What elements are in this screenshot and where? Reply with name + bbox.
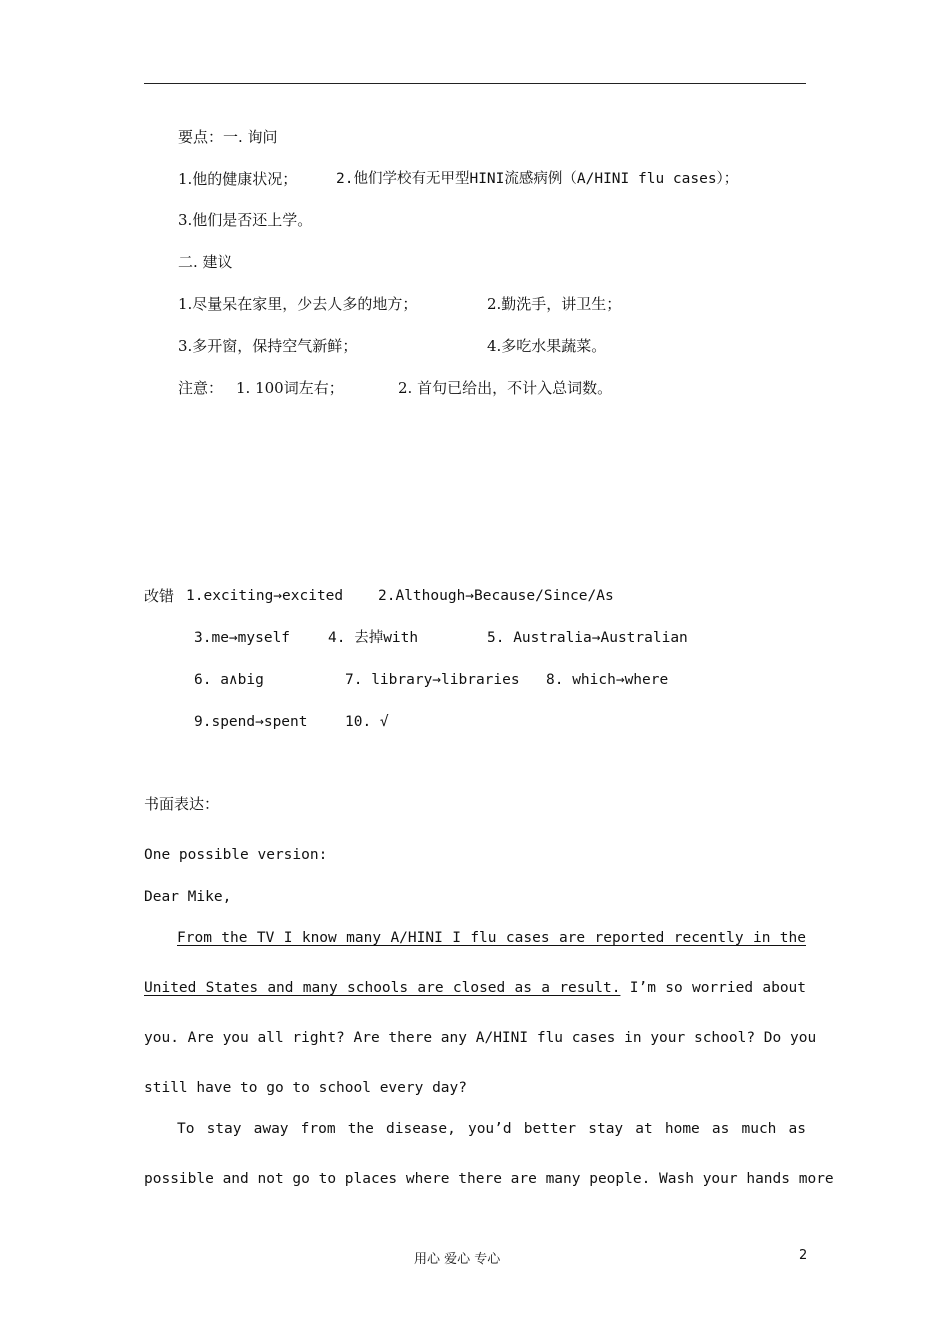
correction-item: 4. 去掉with [328,630,419,646]
letter-line: possible and not go to places where there are many people. Wash your hands more [144,1171,834,1187]
underlined-text: From the TV I know many A/HINI I flu cases are reported recently in the [177,930,806,946]
letter-line: still have to go to school every day? [144,1080,468,1096]
correction-item: 5. Australia→Australian [487,630,688,646]
advice-item-3: 3.多开窗，保持空气新鲜； [178,337,358,355]
correction-item: 2.Although→Because/Since/As [378,588,614,604]
page-number: 2 [799,1248,808,1263]
ask-item-3: 3.他们是否还上学。 [178,211,313,229]
letter-line: To stay away from the disease, you’d better stay at home as much as [177,1121,806,1137]
letter-line: you. Are you all right? Are there any A/HINI flu cases in your school? Do you [144,1030,817,1046]
version-intro: One possible version: [144,847,328,863]
correction-item: 6. a∧big [194,672,264,688]
advice-heading: 二. 建议 [178,253,233,271]
corrections-label: 改错 [144,587,175,605]
ask-item-1: 1.他的健康状况； [178,170,298,188]
writing-label: 书面表达： [144,795,220,813]
correction-item: 1.exciting→excited [186,588,344,604]
note-item-2: 2. 首句已给出，不计入总词数。 [398,379,613,397]
letter-line [144,978,806,998]
footer-motto: 用心 爱心 专心 [414,1252,501,1267]
note-label: 注意： [178,379,224,397]
underlined-text: United States and many schools are closed as a result. [144,980,621,996]
correction-item: 8. which→where [546,672,669,688]
header-rule [144,83,806,84]
ask-item-2: 2.他们学校有无甲型HINI流感病例（A/HINI flu cases）； [336,171,739,187]
letter-text: I’m so worried about [629,980,807,996]
advice-item-4: 4.多吃水果蔬菜。 [487,337,607,355]
letter-line [177,928,806,948]
correction-item: 10. √ [345,714,389,730]
correction-item: 9.spend→spent [194,714,308,730]
correction-item: 3.me→myself [194,630,291,646]
correction-item: 7. library→libraries [345,672,520,688]
advice-item-1: 1.尽量呆在家里，少去人多的地方； [178,295,418,313]
note-item-1: 1. 100词左右； [236,379,344,397]
advice-item-2: 2.勤洗手，讲卫生； [487,295,622,313]
letter-greeting: Dear Mike, [144,889,232,905]
requirements-heading: 要点：一. 询问 [178,128,278,146]
